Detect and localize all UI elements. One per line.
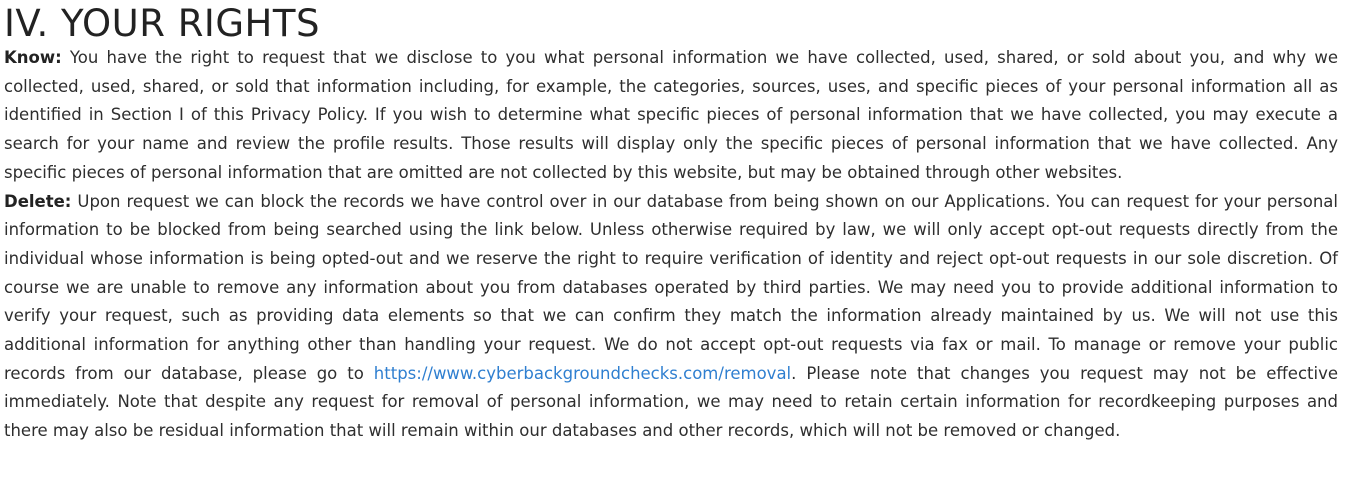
know-label: Know:: [4, 48, 62, 67]
delete-label: Delete:: [4, 191, 72, 211]
delete-text-before-link: Upon request we can block the records we have control over in our database from being shown on our Applications. You can request for your personal information to be blocked from being searched using the link below. Unless otherwise required by law, we will only accept opt-out requests directly from the individual whose information is being opted-out and we reserve the right to require verification of identity and reject opt-out requests in our sole discretion. Of course we are unable to remove any information about you from databases operated by third parties. We may need you to provide additional information to verify your request, such as providing data elements so that we can confirm they match the information already maintained by us. We will not use this additional information for anything other than handling your request. We do not accept opt-out requests via fax or mail. To manage or remove your public records from our database, please go to: [4, 191, 1338, 383]
removal-link[interactable]: https://www.cyberbackgroundchecks.com/removal: [373, 363, 792, 383]
know-text: You have the right to request that we disclose to you what personal information we have collected, used, shared, or sold about you, and why we collected, used, shared, or sold that information including, for example, the categories, sources, uses, and specific pieces of your personal information all as identified in Section I of this Privacy Policy. If you wish to determine what specific pieces of personal information that we have collected, you may execute a search for your name and review the profile results. Those results will display only the specific pieces of personal information that we have collected. Any specific pieces of personal information that are omitted are not collected by this website, but may be obtained through other websites.: [4, 48, 1338, 182]
delete-paragraph: [4, 188, 1338, 446]
know-paragraph: [4, 44, 1338, 188]
section-heading: IV. YOUR RIGHTS: [4, 2, 320, 45]
delete-text-after-link: . Please note that changes you request may not be effective immediately. Note that despite any request for removal of personal information, we may need to retain certain information for recordkeeping purposes and there may also be residual information that will remain within our databases and other records, which will not be removed or changed.: [4, 363, 1338, 441]
